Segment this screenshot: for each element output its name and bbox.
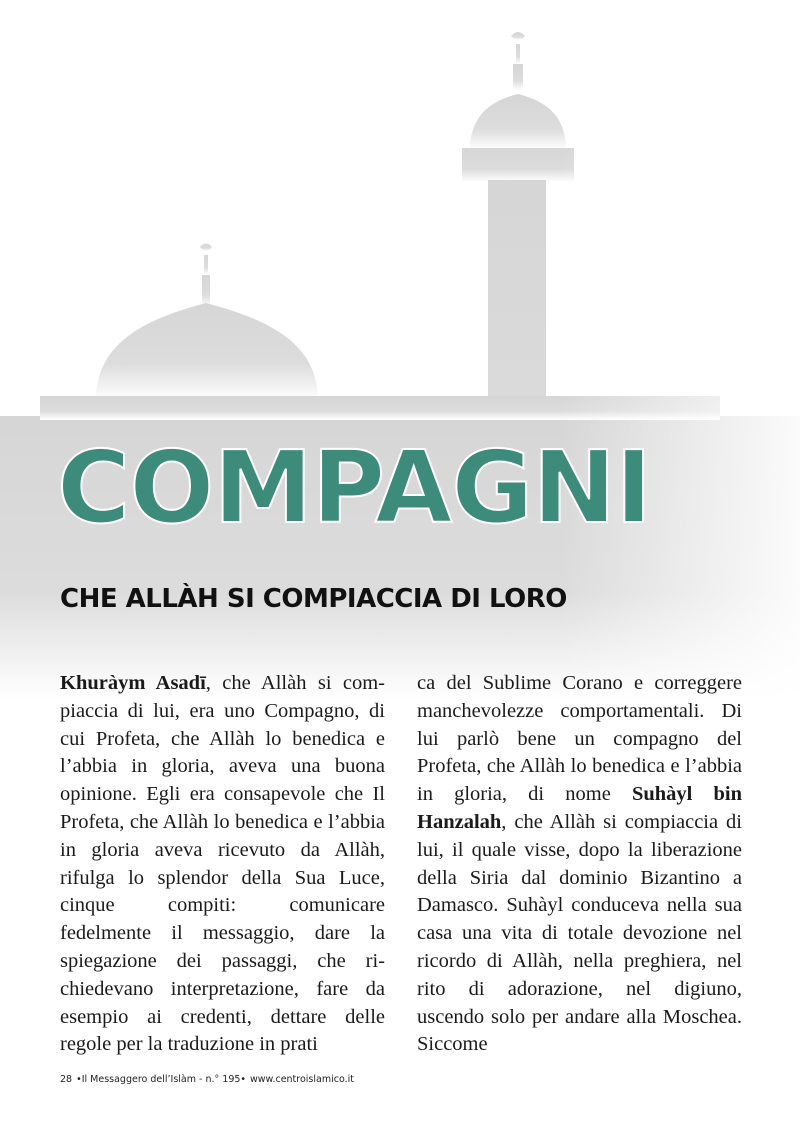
body-paragraph [60, 670, 385, 1059]
publication-name: •Il Messaggero dell’Islàm - n.° 195• [76, 1074, 247, 1085]
body-text: , che Allàh si compiaccia di lui, era uno Compagno, di cui Profeta, che Allàh lo benedica e l’abbia in gloria, aveva una buona opinione. Egli era consapevole che Il Profeta, che Allàh lo benedica e l’abbia in gloria aveva ricevuto da Allàh, rifulga lo splendor della Sua Luce, cinque compiti: comunicare fedelmente il messaggio, dare la spiegazione dei passaggi, che richiedevano interpretazione, fare da esempio ai credenti, dettare delle regole per la traduzione in prati [60, 672, 385, 1056]
body-text: ca del Sublime Corano e correggere manchevolezze comportamentali. Di lui parlò bene un compagno del Profeta, che Allàh lo benedica e l’abbia in gloria, di nome [417, 672, 742, 806]
page-footer [60, 1074, 358, 1085]
body-paragraph [417, 670, 742, 1059]
page-number: 28 [60, 1074, 73, 1085]
website-link[interactable]: www.centroislamico.it [250, 1074, 354, 1085]
body-column-left [60, 670, 385, 1060]
article-subtitle: CHE ALLÀH SI COMPIACCIA DI LORO [60, 584, 567, 614]
companion-name: Suhàyl bin Hanzalah [417, 783, 742, 833]
companion-name: Khuràym Asadī [60, 672, 206, 694]
article-title: COMPAGNI [57, 429, 652, 546]
body-column-right [417, 670, 742, 1060]
body-text: , che Allàh si compiaccia di lui, il quale visse, dopo la liberazione della Siria dal dominio Bizantino a Damasco. Suhàyl conduceva nella sua casa una vita di totale devozione nel ricordo di Allàh, nella preghiera, nel rito di adorazione, nel digiuno, uscendo solo per andare alla Moschea. Siccome [417, 810, 742, 1056]
